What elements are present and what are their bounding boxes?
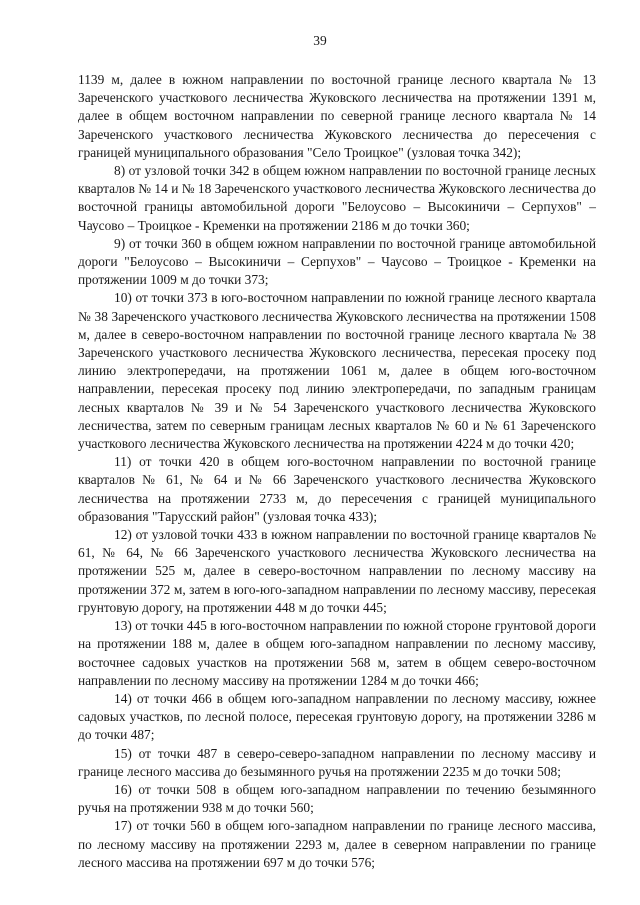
paragraph-item-9: 9) от точки 360 в общем южном направлении по восточной границе автомобильной дороги "Белоусово – Высокиничи – Серпухов" – Чаусово – Троицкое - Кременки на протяжении 1009 м до точки 373; <box>78 235 596 288</box>
paragraph-continuation: 1139 м, далее в южном направлении по восточной границе лесного квартала № 13 Зареченского участкового лесничества Жуковского лесничества на протяжении 1391 м, далее в общем восточном направлении по северной границе лесного квартала № 14 Зареченского участкового лесничества Жуковского лесничества до пересечения с границей муниципального образования "Село Троицкое" (узловая точка 342); <box>78 72 596 160</box>
paragraph-item-14: 14) от точки 466 в общем юго-западном направлении по лесному массиву, южнее садовых участков, по лесной полосе, пересекая грунтовую дорогу, на протяжении 3286 м до точки 487; <box>78 690 596 743</box>
paragraph-item-13: 13) от точки 445 в юго-восточном направлении по южной стороне грунтовой дороги на протяжении 188 м, далее в общем юго-западном направлении по лесному массиву, восточнее садовых участков на протяжении 568 м, затем в общем северо-восточном направлении по лесному массиву на протяжении 1284 м до точки 466; <box>78 618 596 688</box>
page-number: 39 <box>313 33 327 48</box>
paragraph-item-16: 16) от точки 508 в общем юго-западном направлении по течению безымянного ручья на протяжении 938 м до точки 560; <box>78 781 596 816</box>
document-body <box>78 71 596 872</box>
paragraph-item-17: 17) от точки 560 в общем юго-западном направлении по границе лесного массива, по лесному массиву на протяжении 2293 м, далее в северном направлении по границе лесного массива на протяжении 697 м до точки 576; <box>78 818 596 870</box>
paragraph-item-8: 8) от узловой точки 342 в общем южном направлении по восточной границе лесных кварталов № 14 и № 18 Зареченского участкового лесничества Жуковского лесничества до восточной границы автомобильной дороги "Белоусово – Высокиничи – Серпухов" – Чаусово – Троицкое - Кременки на протяжении 2186 м до точки 360; <box>78 163 596 233</box>
paragraph-item-15: 15) от точки 487 в северо-северо-западном направлении по лесному массиву и границе лесного массива до безымянного ручья на протяжении 2235 м до точки 508; <box>78 745 596 779</box>
paragraph-item-12: 12) от узловой точки 433 в южном направлении по восточной границе кварталов № 61, № 64, № 66 Зареченского участкового лесничества Жуковского лесничества на протяжении 525 м, далее в северо-восточном направлении по лесному массиву на протяжении 372 м, затем в юго-юго-западном направлении по лесному массиву, пересекая грунтовую дорогу, на протяжении 448 м до точки 445; <box>78 527 596 615</box>
paragraph-item-11: 11) от точки 420 в общем юго-восточном направлении по восточной границе кварталов № 61, № 64 и № 66 Зареченского участкового лесничества Жуковского лесничества на протяжении 2733 м, до пересечения с границей муниципального образования "Тарусский район" (узловая точка 433); <box>78 454 596 524</box>
paragraph-item-10: 10) от точки 373 в юго-восточном направлении по южной границе лесного квартала № 38 Зареченского участкового лесничества Жуковского лесничества на протяжении 1508 м, далее в северо-восточном направлении по восточной границе лесного квартала № 38 Зареченского участкового лесничества Жуковского лесничества, пересекая просеку под линию электропередачи, на протяжении 1061 м, далее в общем юго-восточном направлении, пересекая просеку под линию электропередачи, по западным границам лесных кварталов № 39 и № 54 Зареченского участкового лесничества Жуковского лесничества, затем по северным границам лесных кварталов № 60 и № 61 Зареченского участкового лесничества Жуковского лесничества на протяжении 4224 м до точки 420; <box>78 290 596 452</box>
